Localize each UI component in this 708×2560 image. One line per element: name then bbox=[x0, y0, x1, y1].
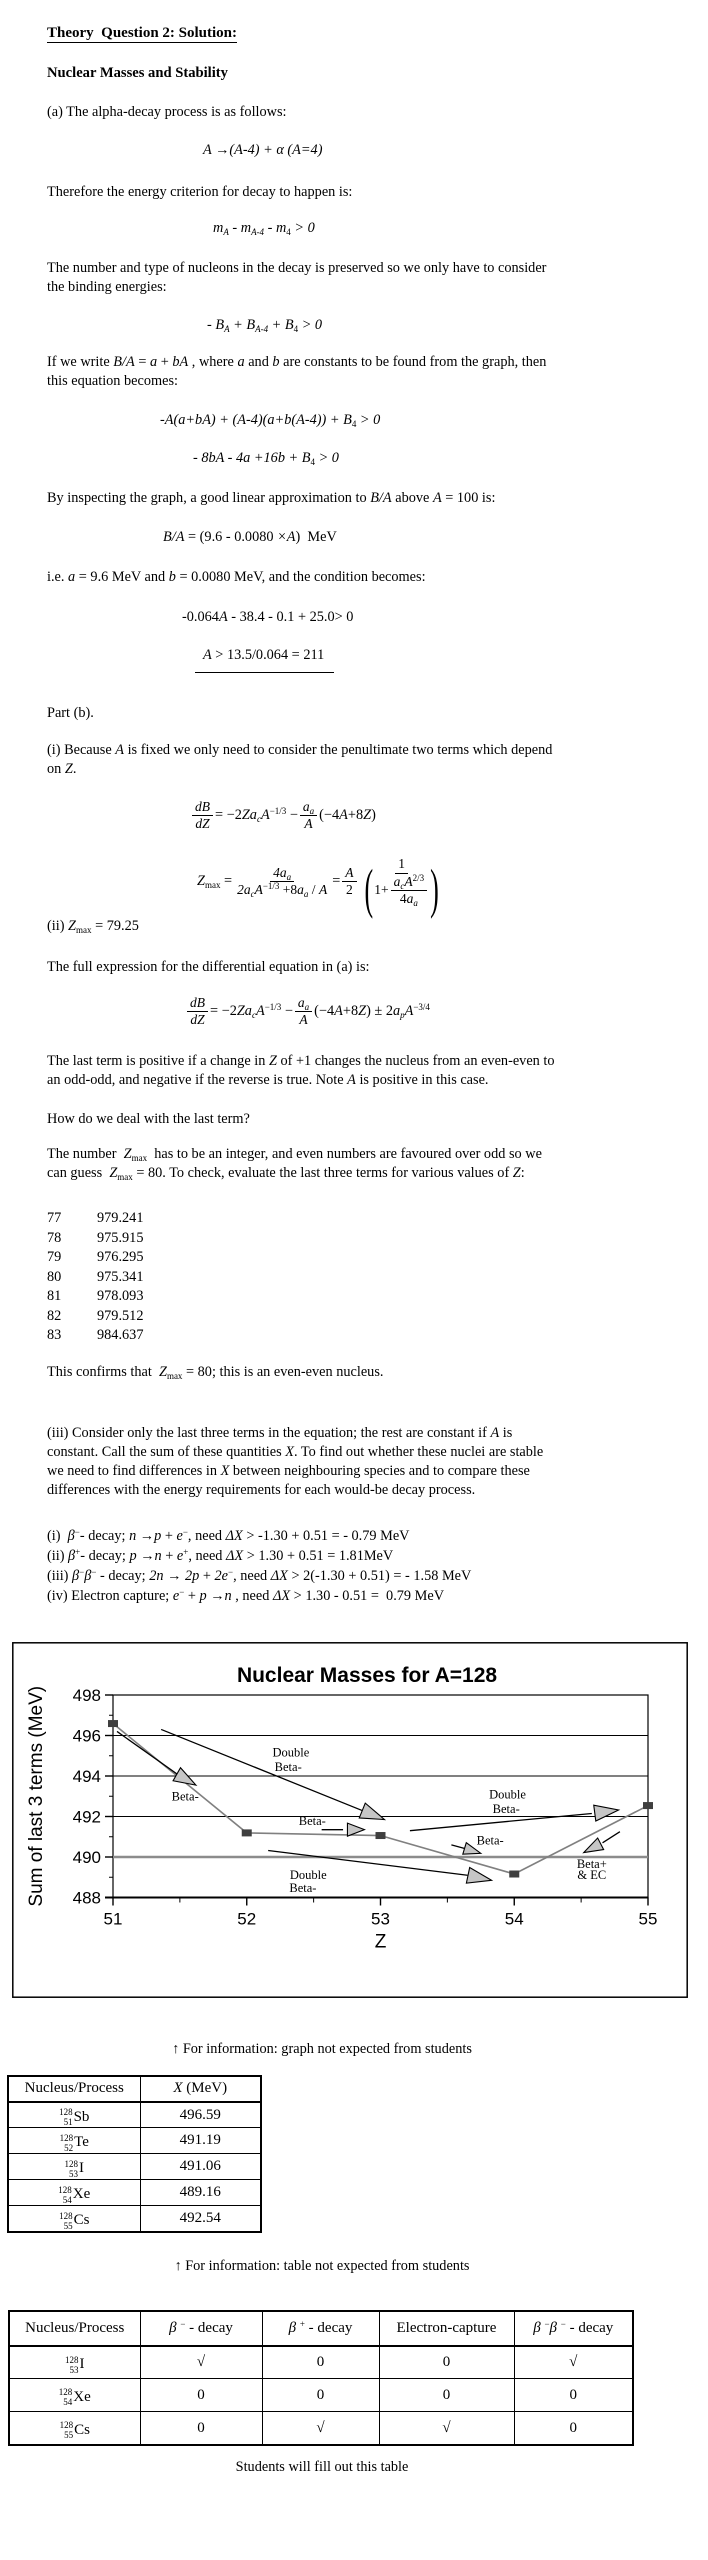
fraction: $\frac{a_a}{A}$ bbox=[300, 799, 317, 832]
nucleus-cell bbox=[9, 2379, 140, 2412]
equation-mass-criterion: $m_A - m_{A-4} - m_4 > 0$ bbox=[213, 220, 315, 237]
equation-zmax: $Z_{max}$ = $\frac{4a_a}{2a_cA^{-1/3} +8a_a / A}$ = $\frac{A}{2}$ 1 ( 1+ $\frac{a_cA^{2/3}}{4a_a}$ ) bbox=[197, 856, 663, 907]
beta-minus-52-53-label: Beta- bbox=[298, 1813, 326, 1828]
para-alpha-decay: (a) The alpha-decay process is as follows: bbox=[47, 104, 287, 120]
decay-mark-cell: 0 bbox=[140, 2412, 262, 2445]
y-axis-title: Sum of last 3 terms (MeV) bbox=[26, 1685, 47, 1907]
table-header-row bbox=[9, 2311, 633, 2346]
nuclide-symbol: 128 53 I bbox=[64, 2158, 84, 2179]
decay-mark-cell: 0 bbox=[379, 2379, 514, 2412]
header-beta-minus: β − - decay bbox=[140, 2311, 262, 2346]
beta-minus-53-54-label: Beta- bbox=[476, 1833, 504, 1848]
x-value-cell: 489.16 bbox=[140, 2180, 261, 2206]
header-x-mev: X (MeV) bbox=[140, 2076, 261, 2102]
nucleus-cell bbox=[8, 2154, 140, 2180]
chart-title: Nuclear Masses for A=128 bbox=[236, 1663, 498, 1687]
table-row bbox=[8, 2102, 261, 2128]
z-value-row: 80 975.341 bbox=[47, 1268, 144, 1285]
table-row bbox=[8, 2180, 261, 2206]
y-tick-label: 492 bbox=[72, 1807, 101, 1827]
data-point-marker bbox=[108, 1720, 118, 1727]
z-value-row: 78 975.915 bbox=[47, 1229, 144, 1246]
decay-mark-cell: 0 bbox=[140, 2379, 262, 2412]
nucleus-cell bbox=[8, 2206, 140, 2232]
z-values-list bbox=[47, 1209, 663, 1346]
beta-plus-ec-55-54-label: & EC bbox=[577, 1868, 607, 1883]
double-beta-51-53-label: Double bbox=[272, 1745, 310, 1760]
decay-line-2: (ii) β+- decay; p →n + e+, need ΔX > 1.30 + 0.51 = 1.81MeV bbox=[47, 1546, 394, 1564]
nuclide-symbol: 128 54 Xe bbox=[58, 2387, 91, 2408]
data-point-marker bbox=[643, 1802, 653, 1809]
caption-graph-info: ↑ For information: graph not expected from students bbox=[172, 2040, 472, 2057]
decay-mark-cell: √ bbox=[514, 2346, 633, 2379]
chart-svg bbox=[12, 1642, 688, 1998]
x-tick-label: 53 bbox=[371, 1909, 390, 1929]
z-value-row: 79 976.295 bbox=[47, 1249, 144, 1266]
x-value-cell: 492.54 bbox=[140, 2206, 261, 2232]
y-tick-label: 494 bbox=[72, 1766, 101, 1786]
x-axis-title: Z bbox=[374, 1931, 387, 1953]
double-beta-52-54-label: Beta- bbox=[289, 1880, 317, 1895]
y-tick-label: 498 bbox=[72, 1685, 101, 1705]
double-beta-53-55-label: Beta- bbox=[492, 1801, 520, 1816]
para-confirms: This confirms that $Z_{max} = 80$; this is an even-even nucleus. bbox=[47, 1363, 384, 1381]
table-row bbox=[9, 2346, 633, 2379]
right-paren: ) bbox=[430, 858, 439, 920]
nuclide-symbol: 128 55 Cs bbox=[59, 2210, 90, 2231]
para-byinspect: By inspecting the graph, a good linear approximation to B/A above A = 100 is: bbox=[47, 490, 496, 506]
fraction: $\frac{a_a}{A}$ bbox=[295, 995, 312, 1028]
x-value-cell: 491.06 bbox=[140, 2154, 261, 2180]
equation-expanded: $-A(a+bA) + (A-4)(a+b(A-4)) + B_4 > 0$ bbox=[160, 412, 381, 429]
z-value-row: 81 978.093 bbox=[47, 1288, 144, 1305]
nuclide-symbol: 128 51 Sb bbox=[59, 2107, 90, 2128]
x-tick-label: 52 bbox=[237, 1909, 257, 1929]
nucleus-cell bbox=[9, 2346, 140, 2379]
fraction: $\frac{dB}{dZ}$ bbox=[192, 799, 213, 832]
equation-result-A211: A > 13.5/0.064 = 211 bbox=[195, 646, 663, 673]
data-point-marker bbox=[509, 1870, 519, 1877]
x-tick-label: 54 bbox=[504, 1909, 524, 1929]
equation-linear-approx: B/A = (9.6 - 0.0080 ×A) MeV bbox=[163, 529, 337, 545]
table-row bbox=[8, 2154, 261, 2180]
z-value-row: 82 979.512 bbox=[47, 1307, 144, 1324]
para-lastterm: The last term is positive if a change in Z of +1 changes the nucleus from an even-even to an odd-odd, and negative if the reverse is true. Note A is positive in this case. bbox=[47, 1053, 555, 1089]
decay-mark-cell: 0 bbox=[262, 2346, 379, 2379]
para-iii-consider: (iii) Consider only the last three terms in the equation; the rest are constant if A is constant. Call the sum of these quantities X. To find out whether these nuclei are stable we need to find differences in X between neighbouring species and to compare these differences with the energy requirements for each would-be decay process. bbox=[47, 1424, 544, 1498]
fraction: $\frac{dB}{dZ}$ bbox=[187, 995, 208, 1028]
decay-line-3: (iii) β−β− - decay; 2n → 2p + 2e−, need ΔX > 2(-1.30 + 0.51) = - 1.58 MeV bbox=[47, 1566, 472, 1584]
decay-mark-cell: 0 bbox=[262, 2379, 379, 2412]
decay-table bbox=[8, 2310, 634, 2446]
table-row bbox=[8, 2128, 261, 2154]
section-heading: Nuclear Masses and Stability bbox=[47, 65, 228, 81]
nuclide-symbol: 128 52 Te bbox=[59, 2132, 89, 2153]
decay-mark-cell: 0 bbox=[514, 2412, 633, 2445]
double-beta-52-54-label: Double bbox=[289, 1867, 327, 1882]
decay-mark-cell: √ bbox=[262, 2412, 379, 2445]
decay-mark-cell: 0 bbox=[379, 2346, 514, 2379]
para-fullexpr: The full expression for the differential equation in (a) is: bbox=[47, 958, 370, 975]
para-i-because: (i) Because A is fixed we only need to consider the penultimate two terms which depend on Z. bbox=[47, 742, 553, 777]
caption-students: Students will fill out this table bbox=[235, 2458, 409, 2475]
decay-list bbox=[47, 1526, 663, 1606]
table-row bbox=[9, 2412, 633, 2445]
double-beta-51-53-label: Beta- bbox=[274, 1759, 302, 1774]
header-electron-capture: Electron-capture bbox=[379, 2311, 514, 2346]
para-partb: Part (b). bbox=[47, 705, 94, 721]
para-therefore: Therefore the energy criterion for decay to happen is: bbox=[47, 184, 353, 200]
header-beta-plus: β + - decay bbox=[262, 2311, 379, 2346]
x-value-cell: 491.19 bbox=[140, 2128, 261, 2154]
caption-table-info: ↑ For information: table not expected from students bbox=[174, 2257, 470, 2274]
beta-plus-ec-55-54-label: Beta+ bbox=[576, 1856, 607, 1871]
nucleus-cell bbox=[8, 2180, 140, 2206]
z-value-row: 77 979.241 bbox=[47, 1210, 144, 1227]
header-double-beta: β −β − - decay bbox=[514, 2311, 633, 2346]
header-nucleus-process: Nucleus/Process bbox=[9, 2311, 140, 2346]
nucleus-cell bbox=[8, 2102, 140, 2128]
data-point-marker bbox=[242, 1829, 252, 1836]
fraction: $\frac{4a_a}{2a_cA^{-1/3} +8a_a / A}$ bbox=[237, 864, 328, 900]
table-header-row bbox=[8, 2076, 261, 2102]
decay-mark-cell: √ bbox=[140, 2346, 262, 2379]
equation-simplified: - $8bA - 4a +16b + B_4 > 0$ bbox=[193, 450, 339, 467]
fraction: $\frac{A}{2}$ bbox=[342, 865, 356, 898]
para-ie: i.e. a = 9.6 MeV and b = 0.0080 MeV, and the condition becomes: bbox=[47, 569, 426, 585]
equation-dbdz: $\frac{dB}{dZ}$ = $-2Za_cA^{-1/3}$ − $\frac{a_a}{A}$ (−4A+8Z) bbox=[190, 799, 663, 832]
decay-line-1: (i) β−- decay; n →p + e−, need ΔX > -1.30 + 0.51 = - 0.79 MeV bbox=[47, 1526, 410, 1544]
x-tick-label: 51 bbox=[103, 1909, 123, 1929]
y-tick-label: 488 bbox=[72, 1888, 101, 1908]
x-values-table bbox=[7, 2075, 262, 2233]
para-nucleons: The number and type of nucleons in the decay is preserved so we only have to consider the binding energies: bbox=[47, 260, 547, 295]
nuclide-symbol: 128 54 Xe bbox=[58, 2184, 91, 2205]
equation-alpha-process: A →(A-4) + α (A=4) bbox=[203, 142, 323, 158]
decay-line-4: (iv) Electron capture; e− + p →n , need ΔX > 1.30 - 0.51 = 0.79 MeV bbox=[47, 1586, 445, 1604]
y-tick-label: 490 bbox=[72, 1847, 101, 1867]
x-tick-label: 55 bbox=[638, 1909, 658, 1929]
beta-minus-51-52-label: Beta- bbox=[171, 1789, 199, 1804]
fraction: $\frac{a_cA^{2/3}}{4a_a}$ bbox=[391, 874, 428, 907]
data-point-marker bbox=[376, 1832, 386, 1839]
para-guess: The number $Z_{max}$ has to be an integer, and even numbers are favoured over odd so we can guess $Z_{max} = 80$. To check, evaluate the last three terms for various values of Z: bbox=[47, 1146, 542, 1183]
fraction: 1 ( 1+ $\frac{a_cA^{2/3}}{4a_a}$ ) bbox=[364, 856, 439, 920]
left-paren: ( bbox=[364, 858, 374, 920]
page-title: Theory Question 2: Solution: bbox=[47, 25, 238, 41]
equation-dbdz-full: $\frac{dB}{dZ}$ = $-2Za_cA^{-1/3}$ − $\frac{a_a}{A}$ $(-4A+8Z) \pm 2a_pA^{-3/4}$ bbox=[185, 995, 663, 1028]
nucleus-cell bbox=[9, 2412, 140, 2445]
equation-binding: - $B_A + B_{A-4} + B_4 > 0$ bbox=[207, 317, 323, 334]
para-ii-zmax: (ii) $Z_{max} = 79.25$ bbox=[47, 917, 139, 935]
nuclear-masses-figure bbox=[12, 1642, 688, 1998]
table-row bbox=[8, 2206, 261, 2232]
table-row bbox=[9, 2379, 633, 2412]
double-beta-53-55-label: Double bbox=[489, 1787, 526, 1802]
x-value-cell: 496.59 bbox=[140, 2102, 261, 2128]
y-tick-label: 496 bbox=[72, 1726, 101, 1746]
nucleus-cell bbox=[8, 2128, 140, 2154]
decay-mark-cell: √ bbox=[379, 2412, 514, 2445]
para-ifwrite: If we write B/A = a + bA , where a and b are constants to be found from the graph, then this equation becomes: bbox=[47, 354, 547, 389]
decay-mark-cell: 0 bbox=[514, 2379, 633, 2412]
header-nucleus-process: Nucleus/Process bbox=[8, 2076, 140, 2102]
nuclide-symbol: 128 53 I bbox=[65, 2354, 85, 2375]
z-value-row: 83 984.637 bbox=[47, 1327, 144, 1344]
equation-condition: -0.064A - 38.4 - 0.1 + 25.0> 0 bbox=[182, 609, 354, 625]
para-howdeal: How do we deal with the last term? bbox=[47, 1111, 250, 1128]
nuclide-symbol: 128 55 Cs bbox=[59, 2420, 90, 2441]
